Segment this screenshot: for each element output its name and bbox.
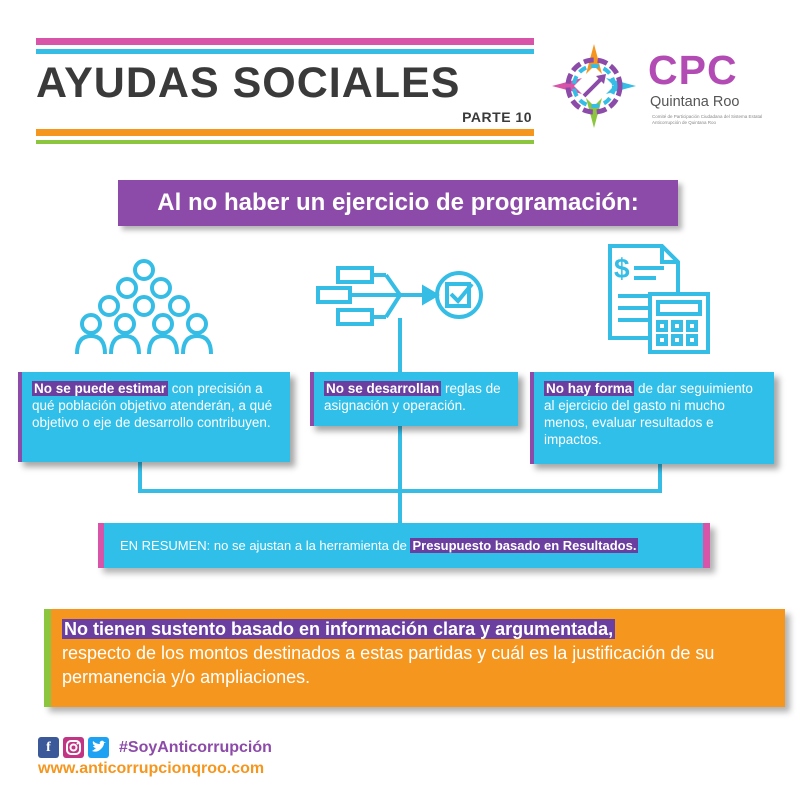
summary-accent	[98, 523, 104, 568]
page-title: AYUDAS SOCIALES	[36, 59, 461, 107]
card-text: con precisión a qué población objetivo atenderán, a qué objetivo o eje de desarrollo contribuyen.	[32, 381, 273, 430]
summary-highlight: Presupuesto basado en Resultados.	[412, 538, 637, 553]
connector-horizontal	[138, 489, 662, 493]
social-bar	[38, 737, 272, 758]
conclusion-box	[44, 609, 785, 707]
card-highlight: No hay forma	[546, 381, 633, 396]
card-highlight: No se desarrollan	[326, 381, 440, 396]
instagram-glyph	[63, 737, 84, 758]
conclusion-accent	[44, 609, 51, 707]
twitter-icon[interactable]	[88, 737, 109, 758]
compass-logo-icon	[552, 44, 636, 128]
card-accent	[530, 372, 534, 464]
card-follow-up	[530, 372, 774, 464]
card-text: de dar seguimiento al ejercicio del gasto ni mucho menos, evaluar resultados e impactos.	[544, 381, 753, 447]
facebook-icon[interactable]: f	[38, 737, 59, 758]
card-text: reglas de asignación y operación.	[324, 381, 501, 413]
logo-title: CPC	[648, 47, 738, 93]
header-stripe-cyan	[36, 49, 534, 54]
header-stripe-orange	[36, 129, 534, 136]
logo-tagline: Comité de Participación Ciudadana del Sistema Estatal Anticorrupción de Quintana Roo	[652, 114, 763, 125]
card-accent	[310, 372, 314, 426]
people-group-icon	[69, 258, 219, 358]
instagram-icon[interactable]	[63, 737, 84, 758]
header-stripe-green	[36, 140, 534, 144]
connector-center-low	[398, 423, 402, 523]
conclusion-text: respecto de los montos destinados a estas partidas y cuál es la justificación de su permanencia y/o ampliaciones.	[62, 643, 715, 687]
website-link[interactable]: www.anticorrupcionqroo.com	[38, 760, 265, 777]
summary-box	[98, 523, 710, 568]
card-accent	[18, 372, 22, 462]
cpc-logo	[552, 38, 772, 138]
flow-checklist-icon	[316, 262, 486, 342]
card-highlight: No se puede estimar	[34, 381, 167, 396]
conclusion-highlight: No tienen sustento basado en información clara y argumentada,	[64, 619, 614, 639]
page-subtitle: PARTE 10	[462, 109, 532, 125]
twitter-glyph	[88, 737, 109, 758]
header-stripe-pink	[36, 38, 534, 45]
summary-lead: EN RESUMEN:	[120, 538, 211, 553]
hashtag: #SoyAnticorrupción	[119, 738, 272, 756]
svg-text:$: $	[614, 253, 630, 284]
card-estimate	[18, 372, 290, 462]
invoice-calculator-icon	[604, 244, 714, 354]
section-banner: Al no haber un ejercicio de programación:	[118, 180, 678, 226]
card-rules	[310, 372, 518, 426]
logo-region: Quintana Roo	[650, 94, 740, 110]
summary-text: no se ajustan a la herramienta de	[210, 538, 411, 553]
